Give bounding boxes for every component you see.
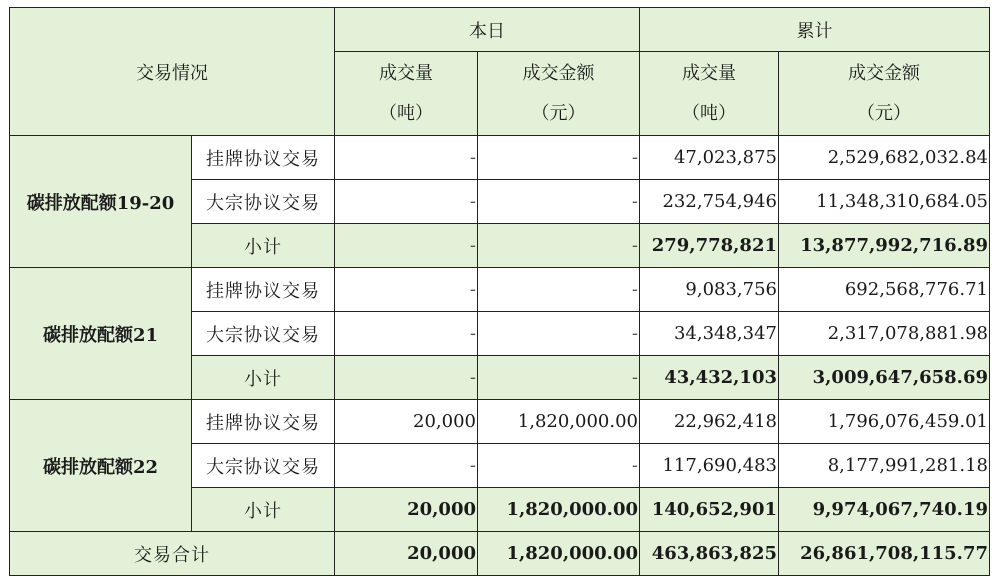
today-volume: - [335,312,478,356]
trade-type: 大宗协议交易 [192,444,335,488]
today-volume: - [335,268,478,312]
today-volume: 20,000 [335,400,478,444]
table-row [10,268,990,312]
subtotal-label: 小计 [192,488,335,532]
trade-type: 挂牌协议交易 [192,400,335,444]
trade-type: 大宗协议交易 [192,312,335,356]
today-amount-header: 成交金额 （元） [478,52,640,136]
group-name: 碳排放配额22 [10,400,192,532]
cum-volume: 9,083,756 [640,268,779,312]
cum-volume: 140,652,901 [640,488,779,532]
cum-volume: 43,432,103 [640,356,779,400]
row-label-header: 交易情况 [10,8,335,136]
today-amount: - [478,312,640,356]
today-amount: - [478,136,640,180]
cum-amount: 2,317,078,881.98 [779,312,990,356]
cum-volume: 463,863,825 [640,532,779,576]
cum-volume: 47,023,875 [640,136,779,180]
today-amount: - [478,224,640,268]
today-volume: 20,000 [335,488,478,532]
cum-amount: 3,009,647,658.69 [779,356,990,400]
trade-type: 挂牌协议交易 [192,268,335,312]
total-label: 交易合计 [10,532,335,576]
table-row [10,136,990,180]
trade-type: 挂牌协议交易 [192,136,335,180]
subtotal-label: 小计 [192,356,335,400]
cum-amount-header: 成交金额 （元） [779,52,990,136]
today-amount: - [478,356,640,400]
cum-volume-header: 成交量 （吨） [640,52,779,136]
today-volume: 20,000 [335,532,478,576]
today-amount: 1,820,000.00 [478,400,640,444]
today-amount: - [478,268,640,312]
today-amount: - [478,180,640,224]
today-volume: - [335,224,478,268]
today-amount: 1,820,000.00 [478,488,640,532]
cum-volume: 232,754,946 [640,180,779,224]
cum-volume: 22,962,418 [640,400,779,444]
cum-volume: 34,348,347 [640,312,779,356]
cum-amount: 1,796,076,459.01 [779,400,990,444]
group-name: 碳排放配额21 [10,268,192,400]
trade-type: 大宗协议交易 [192,180,335,224]
today-volume: - [335,444,478,488]
today-volume: - [335,356,478,400]
cum-amount: 9,974,067,740.19 [779,488,990,532]
today-volume: - [335,180,478,224]
cum-amount: 8,177,991,281.18 [779,444,990,488]
cum-volume: 279,778,821 [640,224,779,268]
cum-amount: 2,529,682,032.84 [779,136,990,180]
cum-amount: 692,568,776.71 [779,268,990,312]
today-header: 本日 [335,8,640,52]
cum-amount: 11,348,310,684.05 [779,180,990,224]
trade-summary-table [9,7,990,576]
today-volume: - [335,136,478,180]
subtotal-label: 小计 [192,224,335,268]
cum-amount: 26,861,708,115.77 [779,532,990,576]
today-volume-header: 成交量 （吨） [335,52,478,136]
today-amount: 1,820,000.00 [478,532,640,576]
table-row [10,400,990,444]
total-row [10,532,990,576]
cum-volume: 117,690,483 [640,444,779,488]
cum-amount: 13,877,992,716.89 [779,224,990,268]
group-name: 碳排放配额19-20 [10,136,192,268]
today-amount: - [478,444,640,488]
cumulative-header: 累计 [640,8,990,52]
